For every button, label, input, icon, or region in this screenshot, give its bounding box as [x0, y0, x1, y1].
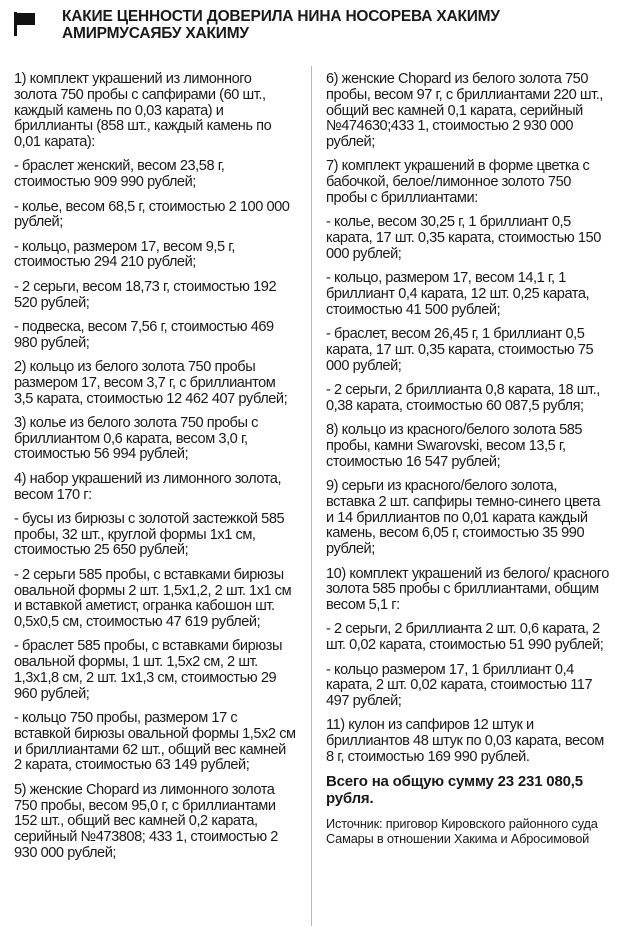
list-item: 3) колье из белого золота 750 пробы с бриллиантом 0,6 карата, весом 3,0 г, стоимостью 56 994 рублей;	[14, 414, 258, 463]
list-item: - подвеска, весом 7,56 г, стоимостью 469 980 рублей;	[14, 318, 274, 351]
list-item: - кольцо, размером 17, весом 9,5 г, стоимостью 294 210 рублей;	[14, 238, 235, 271]
list-item: - браслет 585 пробы, с вставками бирюзы овальной формы, 1 шт. 1,5х2 см, 2 шт. 1,3х1,8 см, 2 шт. 1х1,3 см, стоимостью 29 960 рублей;	[14, 638, 283, 702]
flag-icon	[14, 12, 36, 36]
list-item: - браслет женский, весом 23,58 г, стоимостью 909 990 рублей;	[14, 158, 225, 191]
list-item: - кольцо, размером 17, весом 14,1 г, 1 бриллиант 0,4 карата, 12 шт. 0,25 карата, стоимостью 41 500 рублей;	[326, 270, 590, 318]
list-item: 2) кольцо из белого золота 750 пробы размером 17, весом 3,7 г, с бриллиантом 3,5 карата, стоимостью 12 462 407 рублей;	[14, 358, 288, 407]
left-column	[14, 72, 296, 870]
list-item: 10) комплект украшений из белого/ красного золота 585 пробы с бриллиантами, общим весом 5,1 г:	[326, 565, 609, 614]
list-item: - кольцо 750 пробы, размером 17 с вставкой бирюзы овальной формы 1,5х2 см и бриллиантами 62 шт., общий вес камней 2 карата, стоимостью 63 149 рублей;	[14, 710, 296, 774]
source-note: Источник: приговор Кировского районного суда Самары в отношении Хакима и Абросимовой	[326, 815, 598, 846]
list-item: 7) комплект украшений в форме цветка с бабочкой, белое/лимонное золото 750 пробы с бриллиантами:	[326, 158, 590, 207]
list-item: 4) набор украшений из лимонного золота, весом 170 г:	[14, 470, 282, 503]
list-item: - колье, весом 68,5 г, стоимостью 2 100 000 рублей;	[14, 198, 290, 231]
list-item: - 2 серьги 585 пробы, с вставками бирюзы овальной формы 2 шт. 1,5х1,2, 2 шт. 1х1 см и вставкой аметист, огранка кабошон шт. 0,5х0,5 см, стоимостью 47 619 рублей;	[14, 566, 292, 631]
list-item: - браслет, весом 26,45 г, 1 бриллиант 0,5 карата, 17 шт. 0,35 карата, стоимостью 75 000 рублей;	[326, 326, 594, 374]
page-title: КАКИЕ ЦЕННОСТИ ДОВЕРИЛА НИНА НОСОРЕВА ХАКИМУ АМИРМУСАЯБУ ХАКИМУ	[62, 8, 500, 42]
list-item: 6) женские Chopard из белого золота 750 пробы, весом 97 г, с бриллиантами 220 шт., общий вес камней 0,1 карата, серийный №474630;433 1, стоимостью 2 930 000 рублей;	[326, 71, 603, 151]
list-item: 8) кольцо из красного/белого золота 585 пробы, камни Swarovski, весом 13,5 г, стоимостью 16 547 рублей;	[326, 422, 583, 470]
total-amount: Всего на общую сумму 23 231 080,5 рубля.	[326, 773, 583, 807]
list-item: - 2 серьги, весом 18,73 г, стоимостью 192 520 рублей;	[14, 278, 277, 311]
list-item: 5) женские Chopard из лимонного золота 750 пробы, весом 95,0 г, с бриллиантами 152 шт., общий вес камней 0,2 карата, серийный №473808; 433 1, стоимостью 2 930 000 рублей;	[14, 781, 278, 861]
column-divider	[311, 66, 312, 926]
list-item: - кольцо размером 17, 1 бриллиант 0,4 карата, 2 шт. 0,02 карата, стоимостью 117 497 рублей;	[326, 661, 593, 710]
list-item: 11) кулон из сапфиров 12 штук и бриллиантов 48 штук по 0,03 карата, весом 8 г, стоимостью 169 990 рублей.	[326, 717, 604, 765]
list-item: - колье, весом 30,25 г, 1 бриллиант 0,5 карата, 17 шт. 0,35 карата, стоимостью 150 000 рублей;	[326, 214, 601, 262]
list-item: 1) комплект украшений из лимонного золота 750 пробы с сапфирами (60 шт., каждый камень по 0,03 карата) и бриллианты (858 шт., каждый камень по 0,01 карата):	[14, 71, 272, 151]
right-column	[326, 72, 609, 855]
list-item: - бусы из бирюзы с золотой застежкой 585 пробы, 32 шт., круглой формы 1х1 см, стоимостью 25 650 рублей;	[14, 510, 285, 559]
list-item: - 2 серьги, 2 бриллианта 0,8 карата, 18 шт., 0,38 карата, стоимостью 60 087,5 рубля;	[326, 382, 600, 414]
list-item: - 2 серьги, 2 бриллианта 2 шт. 0,6 карата, 2 шт. 0,02 карата, стоимостью 51 990 рублей;	[326, 621, 604, 654]
list-item: 9) серьги из красного/белого золота, вставка 2 шт. сапфиры темно-синего цвета и 14 бриллиантов по 0,01 карата каждый камень, весом 6,05 г, стоимостью 35 990 рублей;	[326, 478, 601, 558]
